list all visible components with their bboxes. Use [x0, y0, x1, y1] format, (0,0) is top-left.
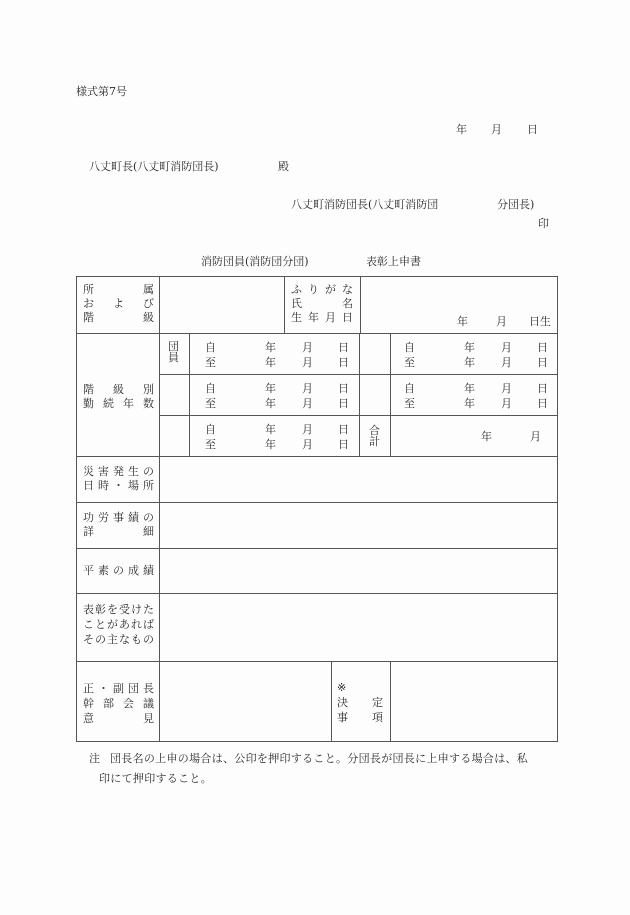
note-line-1: 団長名の上申の場合は、公印を押印すること。分団長が団長に上申する場合は、私: [110, 752, 529, 765]
from-label: 自: [205, 382, 216, 395]
month-unit: 月: [501, 341, 512, 354]
disaster-datetime-place-label: 災 害 発 生 の 日 時 ・ 場 所: [83, 465, 154, 492]
from-label: 自: [205, 341, 216, 354]
month-unit: 月: [302, 382, 313, 395]
service-years-label: 階 級 別 勤 続 年 数: [83, 383, 154, 410]
total-year-unit: 年: [481, 430, 492, 443]
seal-mark: 印: [538, 217, 549, 230]
divider: [390, 333, 391, 456]
day-unit: 日: [338, 382, 349, 395]
from-label: 自: [404, 341, 415, 354]
divider: [331, 661, 332, 742]
from-label: 自: [205, 423, 216, 436]
month-unit: 月: [501, 356, 512, 369]
name-birthdate-label: ふ り が な 氏 名 生 年 月 日: [291, 283, 353, 324]
from-label: 自: [404, 382, 415, 395]
divider: [76, 333, 558, 334]
year-unit: 年: [265, 341, 276, 354]
previous-awards-field[interactable]: [160, 594, 557, 660]
day-unit: 日: [537, 341, 548, 354]
note-line-2: 印にて押印すること。: [99, 772, 212, 785]
day-unit: 日: [338, 356, 349, 369]
day-unit: 日: [338, 397, 349, 410]
date-day: 日: [527, 123, 538, 136]
year-unit: 年: [265, 397, 276, 410]
decision-items-field[interactable]: [391, 662, 557, 741]
date-year: 年: [456, 123, 467, 136]
birth-month-unit: 月: [496, 315, 507, 328]
month-unit: 月: [302, 356, 313, 369]
previous-awards-label: 表彰を受けた ことがあれば その主なもの: [83, 603, 155, 646]
to-label: 至: [205, 356, 216, 369]
note-mark: ※: [337, 681, 347, 694]
addressee-honorific: 殿: [278, 160, 289, 173]
disaster-datetime-place-field[interactable]: [160, 457, 557, 501]
usual-performance-field[interactable]: [160, 549, 557, 592]
merit-details-label: 功 労 事 績 の 詳 細: [83, 511, 154, 538]
year-unit: 年: [464, 341, 475, 354]
divider: [284, 276, 285, 333]
year-unit: 年: [265, 382, 276, 395]
total-label: 合計: [369, 424, 380, 448]
year-unit: 年: [265, 438, 276, 451]
birth-year-unit: 年: [457, 315, 468, 328]
addressee: 八丈町長(八丈町消防団長): [89, 160, 219, 173]
rank-member-label: 団員: [168, 340, 179, 364]
divider: [189, 333, 190, 456]
month-unit: 月: [501, 397, 512, 410]
date-month: 月: [491, 123, 502, 136]
day-unit: 日: [537, 382, 548, 395]
month-unit: 月: [302, 438, 313, 451]
usual-performance-label: 平 素 の 成 績: [83, 564, 154, 577]
document-title: 表彰上申書: [366, 255, 421, 268]
merit-details-field[interactable]: [160, 503, 557, 547]
form-number: 様式第7号: [76, 85, 127, 98]
chief-officers-opinion-label: 正 ・ 副 団 長 幹 部 会 議 意 見: [83, 682, 154, 725]
chief-officers-opinion-field[interactable]: [160, 662, 330, 741]
sender-prefix: 八丈町消防団長(八丈町消防団: [291, 198, 439, 211]
divider: [359, 333, 360, 456]
year-unit: 年: [464, 356, 475, 369]
year-unit: 年: [265, 356, 276, 369]
day-unit: 日: [338, 438, 349, 451]
sender-suffix: 分団長): [497, 198, 535, 211]
affiliation-rank-label: 所 属 お よ び 階 級: [83, 283, 154, 324]
day-unit: 日: [338, 341, 349, 354]
month-unit: 月: [501, 382, 512, 395]
note-prefix: 注: [89, 752, 100, 765]
month-unit: 月: [302, 397, 313, 410]
month-unit: 月: [302, 341, 313, 354]
birth-day-unit: 日生: [529, 315, 551, 328]
day-unit: 日: [537, 397, 548, 410]
to-label: 至: [404, 397, 415, 410]
to-label: 至: [205, 438, 216, 451]
subject-title: 消防団員(消防団分団): [201, 255, 309, 268]
to-label: 至: [404, 356, 415, 369]
year-unit: 年: [464, 382, 475, 395]
year-unit: 年: [265, 423, 276, 436]
decision-items-label: 決 定 事 項: [337, 696, 383, 724]
month-unit: 月: [302, 423, 313, 436]
day-unit: 日: [537, 356, 548, 369]
total-month-unit: 月: [530, 430, 541, 443]
year-unit: 年: [464, 397, 475, 410]
affiliation-rank-field[interactable]: [160, 277, 283, 332]
to-label: 至: [205, 397, 216, 410]
day-unit: 日: [338, 423, 349, 436]
